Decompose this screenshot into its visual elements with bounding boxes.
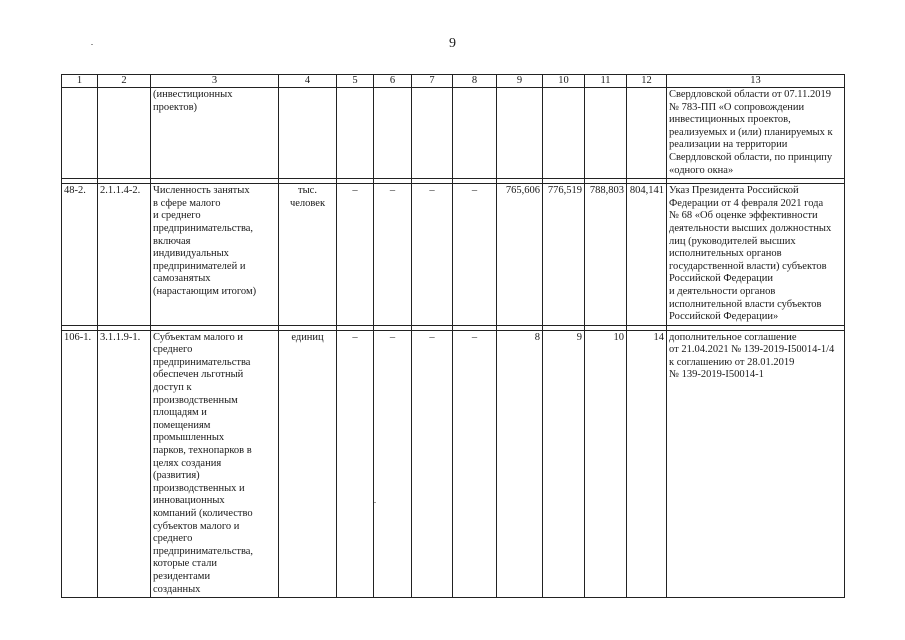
value-cell: – (453, 330, 497, 597)
value-cell: – (374, 330, 412, 597)
value-cell (627, 88, 667, 179)
header-cell: 1 (62, 75, 98, 88)
table-row (62, 330, 845, 597)
value-cell: 788,803 (585, 184, 627, 326)
code-cell: 3.1.1.9-1. (98, 330, 151, 597)
header-cell: 13 (667, 75, 845, 88)
row-number-cell: 106-1. (62, 330, 98, 597)
page-number: 9 (449, 36, 456, 51)
table-row (62, 184, 845, 326)
header-cell: 5 (337, 75, 374, 88)
value-cell: – (412, 330, 453, 597)
source-document-cell: Указ Президента Российской Федерации от 4 февраля 2021 года № 68 «Об оценке эффективности деятельности высших должностных лиц (руководителей высших исполнительных органов государственной власти) субъектов Российской Федерации и деятельности органов исполнительной власти субъектов Российской Федерации» (667, 184, 845, 326)
value-cell (453, 88, 497, 179)
value-cell: 765,606 (497, 184, 543, 326)
value-cell (374, 88, 412, 179)
header-cell: 2 (98, 75, 151, 88)
row-number-cell (62, 88, 98, 179)
header-cell: 4 (279, 75, 337, 88)
table-row (62, 88, 845, 179)
value-cell (412, 88, 453, 179)
code-cell (98, 88, 151, 179)
value-cell (543, 88, 585, 179)
value-cell: – (453, 184, 497, 326)
header-cell: 9 (497, 75, 543, 88)
value-cell (337, 88, 374, 179)
header-cell: 11 (585, 75, 627, 88)
value-cell: 776,519 (543, 184, 585, 326)
value-cell: 14 (627, 330, 667, 597)
header-cell: 6 (374, 75, 412, 88)
scan-speck (91, 44, 93, 45)
code-cell: 2.1.1.4-2. (98, 184, 151, 326)
value-cell: – (374, 184, 412, 326)
header-cell: 3 (151, 75, 279, 88)
indicator-name-cell: Численность занятых в сфере малого и среднего предпринимательства, включая индивидуальных предпринимателей и самозанятых (нарастающим итогом) (151, 184, 279, 326)
value-cell (497, 88, 543, 179)
unit-cell: единиц (279, 330, 337, 597)
unit-cell: тыс. человек (279, 184, 337, 326)
value-cell: 9 (543, 330, 585, 597)
value-cell (585, 88, 627, 179)
value-cell: – (337, 184, 374, 326)
value-cell: 804,141 (627, 184, 667, 326)
value-cell: – (412, 184, 453, 326)
header-cell: 12 (627, 75, 667, 88)
value-cell: 8 (497, 330, 543, 597)
header-row (62, 75, 845, 88)
value-cell: 10 (585, 330, 627, 597)
indicator-table (61, 74, 845, 598)
source-document-cell: дополнительное соглашение от 21.04.2021 № 139-2019-I50014-1/4 к соглашению от 28.01.2019 № 139-2019-I50014-1 (667, 330, 845, 597)
unit-cell (279, 88, 337, 179)
header-cell: 8 (453, 75, 497, 88)
header-cell: 10 (543, 75, 585, 88)
header-cell: 7 (412, 75, 453, 88)
indicator-name-cell: Субъектам малого и среднего предпринимательства обеспечен льготный доступ к производственным площадям и помещениям промышленных парков, технопарков в целях создания (развития) производственных и инновационных компаний (количество субъектов малого и среднего предпринимательства, которые стали резидентами созданных (151, 330, 279, 597)
value-cell: – (337, 330, 374, 597)
indicator-name-cell: (инвестиционных проектов) (151, 88, 279, 179)
source-document-cell: Свердловской области от 07.11.2019 № 783-ПП «О сопровождении инвестиционных проектов, реализуемых и (или) планируемых к реализации на территории Свердловской области, по принципу «одного окна» (667, 88, 845, 179)
scan-speck (374, 502, 376, 503)
row-number-cell: 48-2. (62, 184, 98, 326)
